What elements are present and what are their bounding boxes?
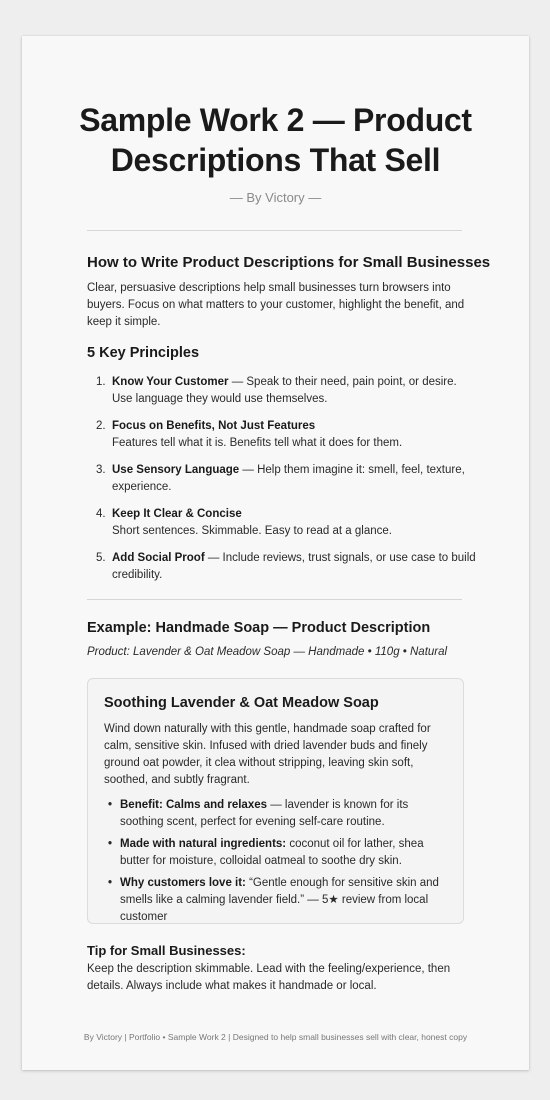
tip-text: Keep the description skimmable. Lead with the feeling/experience, then details. Always include what makes it handmade or local. — [87, 963, 451, 992]
tip-title: Tip for Small Businesses: — [87, 943, 246, 958]
byline: — By Victory — — [229, 190, 322, 205]
principle-number: 3. — [96, 464, 106, 476]
bullet-item — [108, 875, 448, 926]
bullet-text: coconut oil for lather, shea butter for moisture, colloidal oatmeal to soothe dry skin. — [120, 838, 424, 867]
principle-label: Keep It Clear & Concise — [112, 508, 242, 520]
principle-item — [96, 374, 476, 408]
bullet-item — [108, 836, 448, 870]
principle-label: Use Sensory Language — [112, 464, 240, 476]
intro-heading: How to Write Product Descriptions for Small Businesses — [87, 254, 491, 271]
bullet-item — [108, 797, 448, 831]
page-title: Sample Work 2 — Product Descriptions That Sell — [79, 102, 472, 178]
bullet-text: “Gentle enough for sensitive skin and smells like a calming lavender field.” — 5★ review from local customer — [120, 877, 439, 923]
principle-number: 1. — [96, 376, 106, 388]
principle-separator: — — [228, 376, 247, 388]
principle-text: Include reviews, trust signals, or use case to build credibility. — [112, 552, 476, 581]
product-line: Product: Lavender & Oat Meadow Soap — Handmade • 110g • Natural — [87, 646, 448, 658]
principle-separator: — — [204, 552, 223, 564]
divider — [87, 230, 462, 231]
page-footer: By Victory | Portfolio • Sample Work 2 | Designed to help small businesses sell with clear, honest copy — [83, 1032, 468, 1042]
card-body: Wind down naturally with this gentle, handmade soap crafted for calm, sensitive skin. Infused with dried lavender buds and finely ground oat powder, it clea without stripping, leaving skin soft, soothed, and subtly fragrant. — [104, 723, 431, 786]
bullet-text: — lavender is known for its soothing scent, perfect for evening self-care routine. — [120, 799, 409, 828]
principle-text: Help them imagine it: smell, feel, texture, experience. — [112, 464, 465, 493]
card-bullets — [108, 797, 448, 931]
principle-number: 2. — [96, 420, 106, 432]
principle-number: 5. — [96, 552, 106, 564]
principle-item — [96, 418, 476, 452]
principle-text: Short sentences. Skimmable. Easy to read at a glance. — [112, 525, 392, 537]
bullet-label: Benefit: Calms and relaxes — [120, 799, 268, 811]
card-title: Soothing Lavender & Oat Meadow Soap — [104, 695, 379, 711]
principle-item — [96, 462, 476, 496]
principle-text: Features tell what it is. Benefits tell what it does for them. — [112, 437, 403, 449]
principle-label: Know Your Customer — [112, 376, 229, 388]
principle-label: Add Social Proof — [112, 552, 205, 564]
principle-item — [96, 506, 476, 540]
divider — [87, 599, 462, 600]
bullet-label: Made with natural ingredients: — [120, 838, 287, 850]
example-heading: Example: Handmade Soap — Product Description — [87, 620, 431, 636]
intro-text: Clear, persuasive descriptions help small businesses turn browsers into buyers. Focus on what matters to your customer, highlight the benefit, and keep it simple. — [87, 282, 465, 328]
principle-text: Speak to their need, pain point, or desire. Use language they would use themselves. — [112, 376, 457, 405]
principle-number: 4. — [96, 508, 106, 520]
principle-label: Focus on Benefits, Not Just Features — [112, 420, 316, 432]
example-card — [87, 678, 464, 924]
document-page — [22, 36, 529, 1070]
principle-separator: — — [239, 464, 258, 476]
bullet-label: Why customers love it: — [120, 877, 246, 889]
principles-list — [96, 374, 476, 594]
principle-item — [96, 550, 476, 584]
principles-heading: 5 Key Principles — [87, 345, 200, 361]
